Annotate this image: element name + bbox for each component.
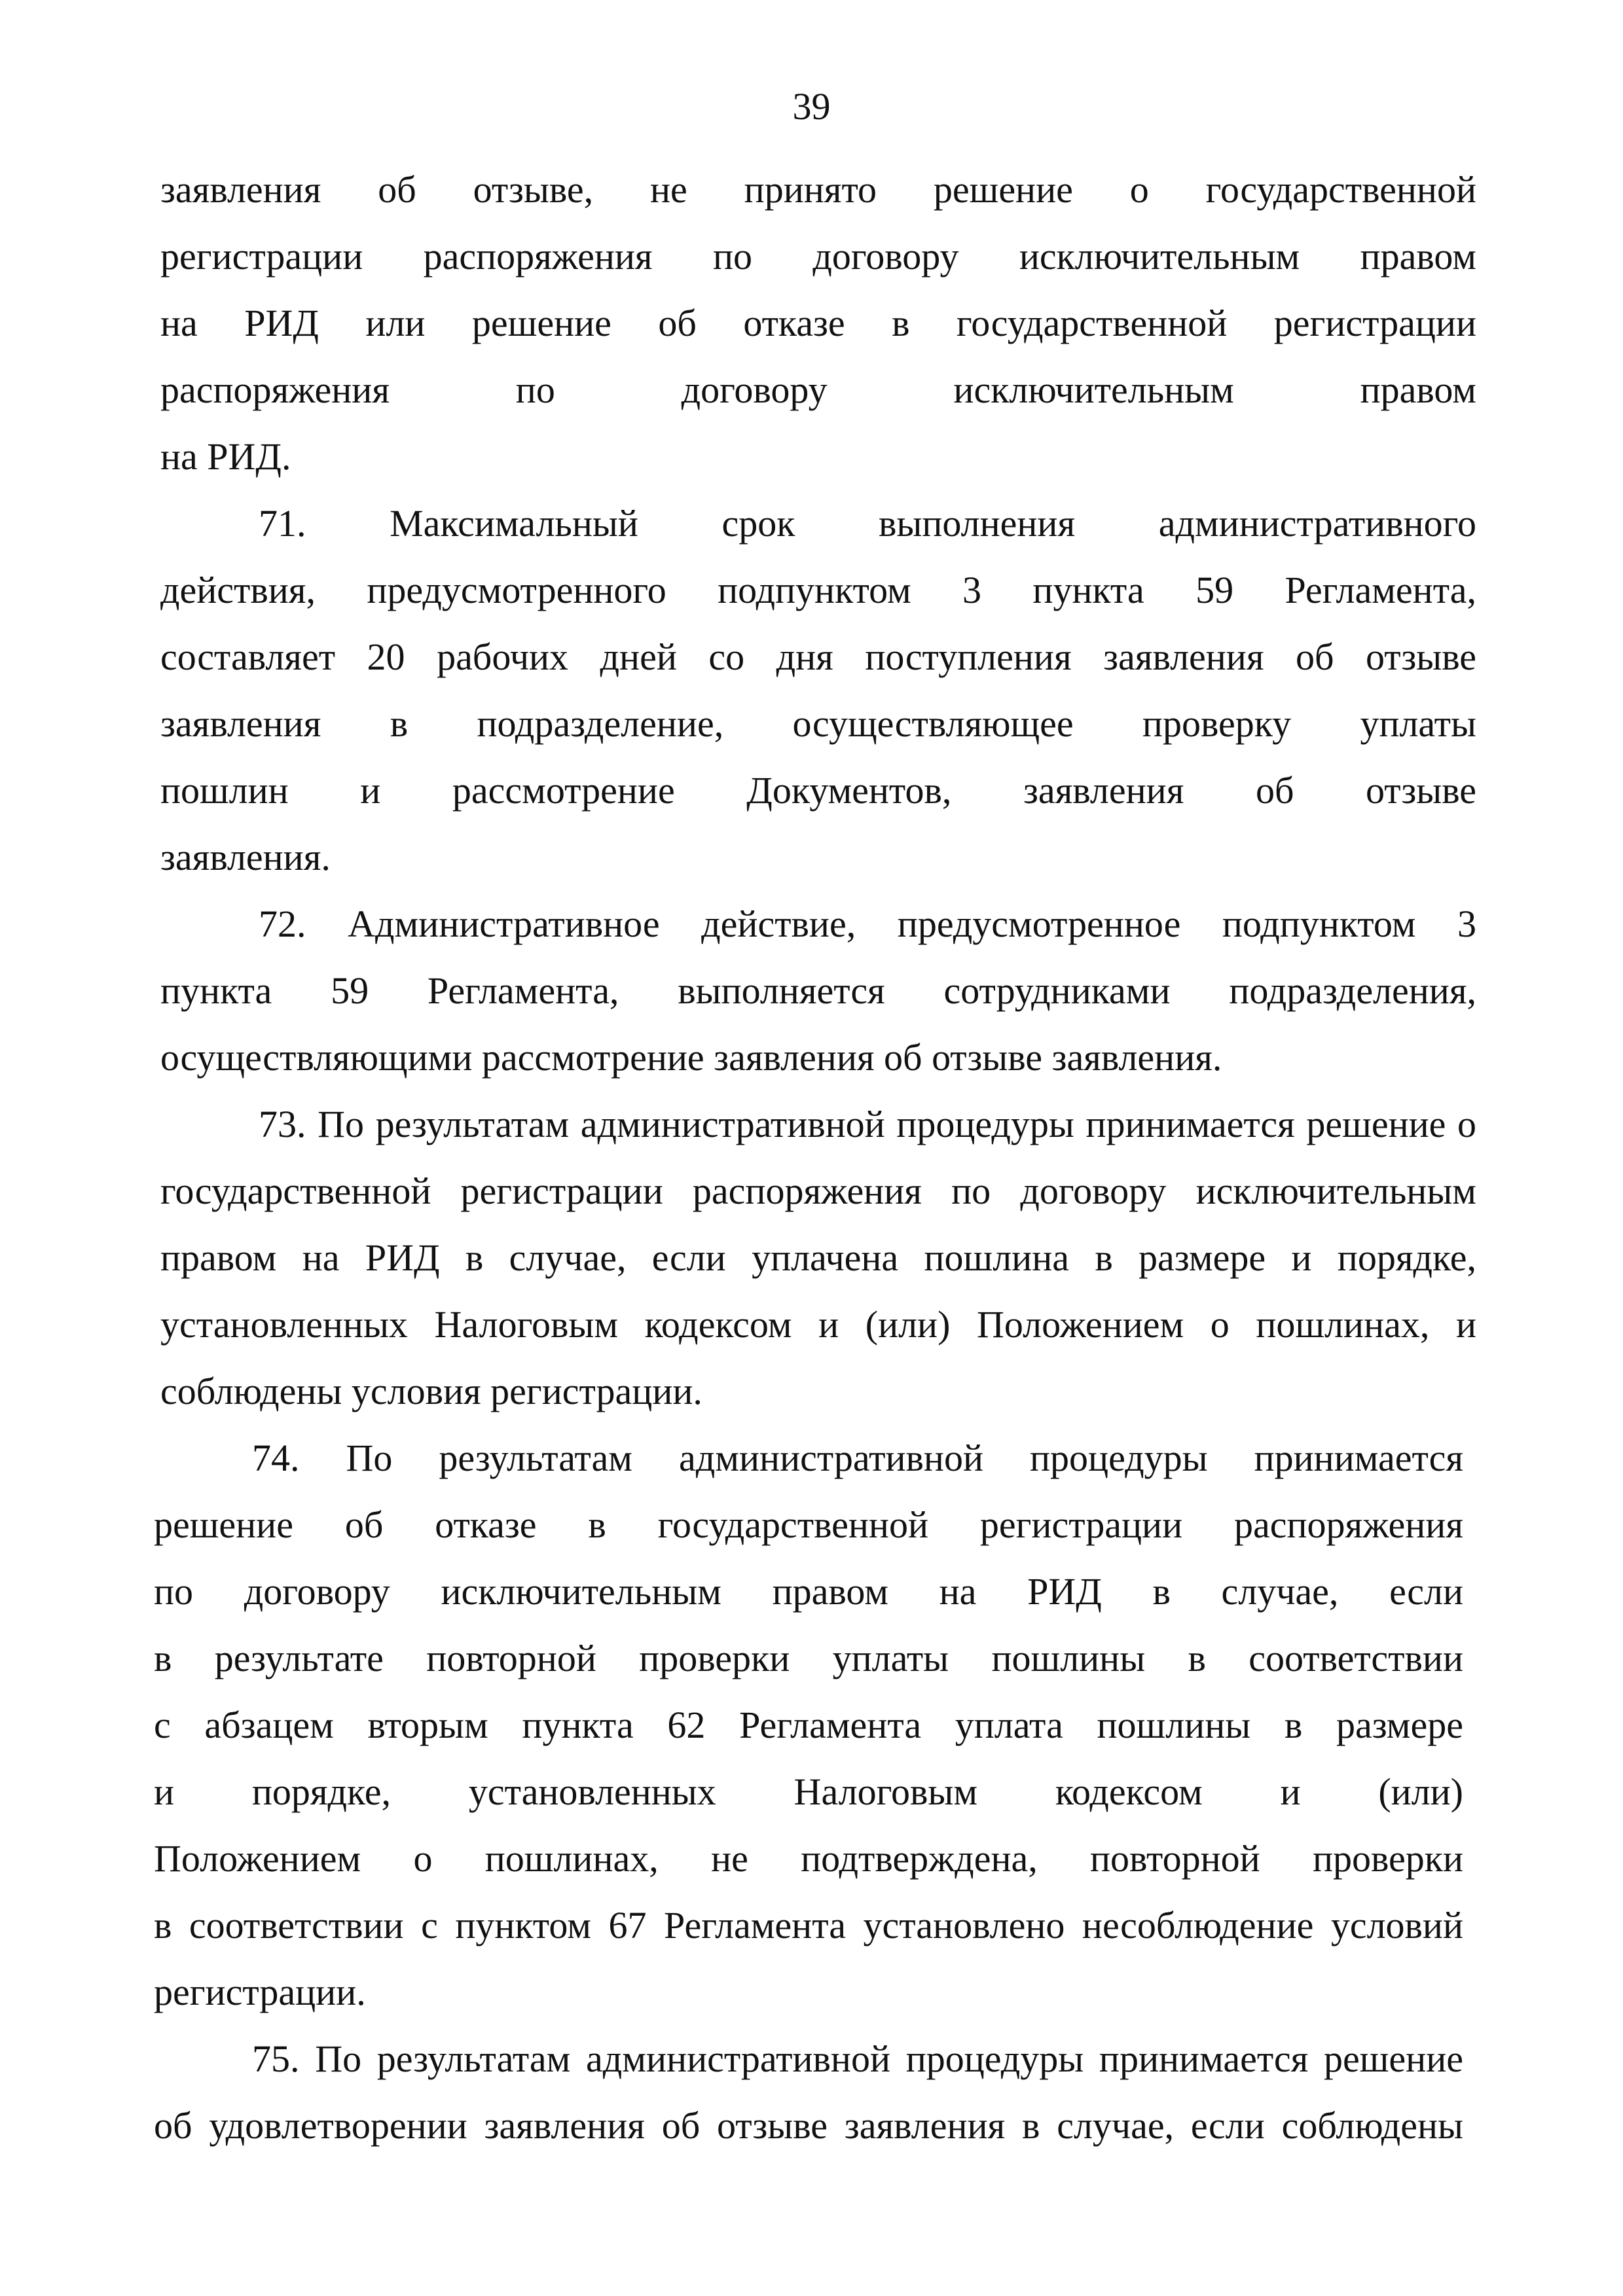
text-line: установленных Налоговым кодексом и (или) Положением о пошлинах, и [160, 1303, 1476, 1346]
text-line: регистрации. [154, 1971, 366, 2013]
text-line: регистрации распоряжения по договору исключительным правом [160, 235, 1476, 278]
text-line: и порядке, установленных Налоговым кодексом и (или) [154, 1770, 1463, 1813]
text-line: соблюдены условия регистрации. [160, 1370, 702, 1412]
text-line: заявления об отзыве, не принято решение о государственной [160, 168, 1476, 211]
text-line: пошлин и рассмотрение Документов, заявления об отзыве [160, 769, 1476, 812]
paragraph-start: 75. По результатам административной процедуры принимается решение [252, 2037, 1463, 2080]
text-line: заявления. [160, 836, 331, 878]
text-line: Положением о пошлинах, не подтверждена, повторной проверки [154, 1837, 1463, 1880]
text-line: заявления в подразделение, осуществляющее проверку уплаты [160, 702, 1476, 745]
text-line: действия, предусмотренного подпунктом 3 пункта 59 Регламента, [160, 569, 1476, 611]
text-line: осуществляющими рассмотрение заявления об отзыве заявления. [160, 1036, 1222, 1079]
paragraph-start: 71. Максимальный срок выполнения административного [259, 502, 1476, 545]
text-line: правом на РИД в случае, если уплачена пошлина в размере и порядке, [160, 1236, 1476, 1279]
paragraph-start: 74. По результатам административной процедуры принимается [252, 1437, 1463, 1479]
text-line: на РИД или решение об отказе в государственной регистрации [160, 302, 1476, 344]
paragraph-start: 73. По результатам административной процедуры принимается решение о [259, 1103, 1476, 1145]
text-line: с абзацем вторым пункта 62 Регламента уплата пошлины в размере [154, 1704, 1463, 1746]
text-line: по договору исключительным правом на РИД в случае, если [154, 1570, 1463, 1613]
text-line: об удовлетворении заявления об отзыве заявления в случае, если соблюдены [154, 2104, 1463, 2147]
text-line: составляет 20 рабочих дней со дня поступления заявления об отзыве [160, 636, 1476, 678]
text-line: решение об отказе в государственной регистрации распоряжения [154, 1503, 1463, 1546]
text-line: на РИД. [160, 435, 291, 478]
paragraph-start: 72. Административное действие, предусмотренное подпунктом 3 [259, 903, 1476, 945]
text-line: пункта 59 Регламента, выполняется сотрудниками подразделения, [160, 969, 1476, 1012]
page-number: 39 [792, 85, 831, 128]
text-line: распоряжения по договору исключительным правом [160, 368, 1476, 411]
text-line: государственной регистрации распоряжения по договору исключительным [160, 1170, 1476, 1212]
text-line: в соответствии с пунктом 67 Регламента установлено несоблюдение условий [154, 1904, 1463, 1946]
text-line: в результате повторной проверки уплаты пошлины в соответствии [154, 1637, 1463, 1679]
